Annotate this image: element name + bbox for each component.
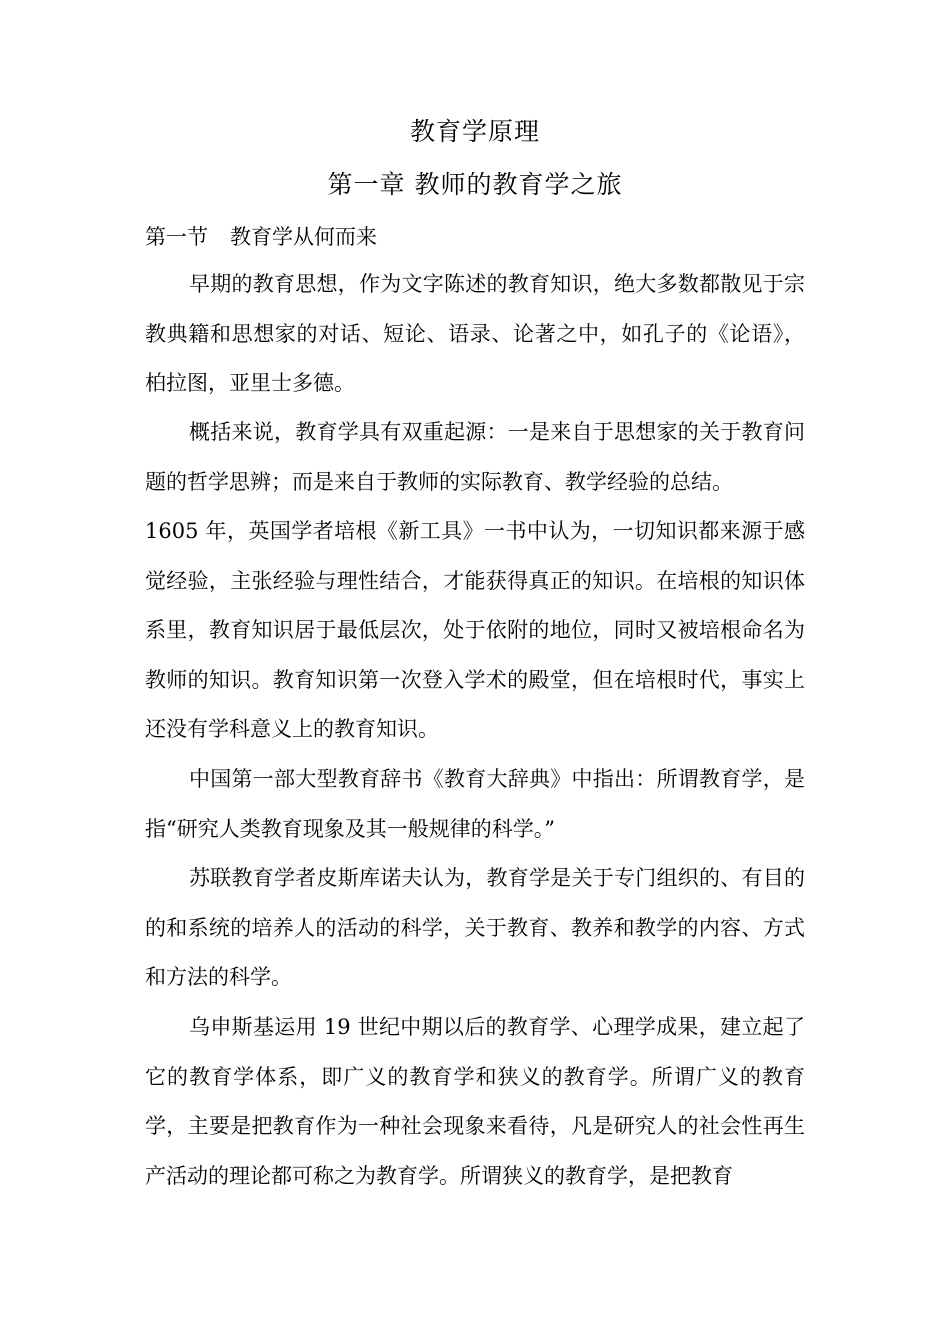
paragraph-dictionary-definition: 中国第一部大型教育辞书《教育大辞典》中指出：所谓教育学，是指“研究人类教育现象及其一般规律的科学。” <box>145 767 805 841</box>
paragraph-bacon: 1605 年，英国学者培根《新工具》一书中认为，一切知识都来源于感觉经验，主张经验与理性结合，才能获得真正的知识。在培根的知识体系里，教育知识居于最低层次，处于依附的地位，同时又被培根命名为教师的知识。教育知识第一次登入学术的殿堂，但在培根时代，事实上还没有学科意义上的教育知识。 <box>145 519 805 741</box>
section-title: 教育学从何而来 <box>230 225 377 249</box>
section-heading <box>145 224 377 250</box>
paragraph-early-education-thought: 早期的教育思想，作为文字陈述的教育知识，绝大多数都散见于宗教典籍和思想家的对话、短论、语录、论著之中，如孔子的《论语》，柏拉图，亚里士多德。 <box>145 272 805 395</box>
chapter-title: 第一章 教师的教育学之旅 <box>327 170 623 199</box>
paragraph-ushinsky: 乌申斯基运用 19 世纪中期以后的教育学、心理学成果，建立起了它的教育学体系，即广义的教育学和狭义的教育学。所谓广义的教育学，主要是把教育作为一种社会现象来看待，凡是研究人的社会性再生产活动的理论都可称之为教育学。所谓狭义的教育学，是把教育 <box>145 1015 805 1188</box>
document-title: 教育学原理 <box>409 117 540 146</box>
paragraph-dual-origins: 概括来说，教育学具有双重起源：一是来自于思想家的关于教育问题的哲学思辨；而是来自于教师的实际教育、教学经验的总结。 <box>145 420 805 494</box>
paragraph-soviet-definition: 苏联教育学者皮斯库诺夫认为，教育学是关于专门组织的、有目的的和系统的培养人的活动的科学，关于教育、教养和教学的内容、方式和方法的科学。 <box>145 866 805 989</box>
section-number: 第一节 <box>145 225 208 249</box>
